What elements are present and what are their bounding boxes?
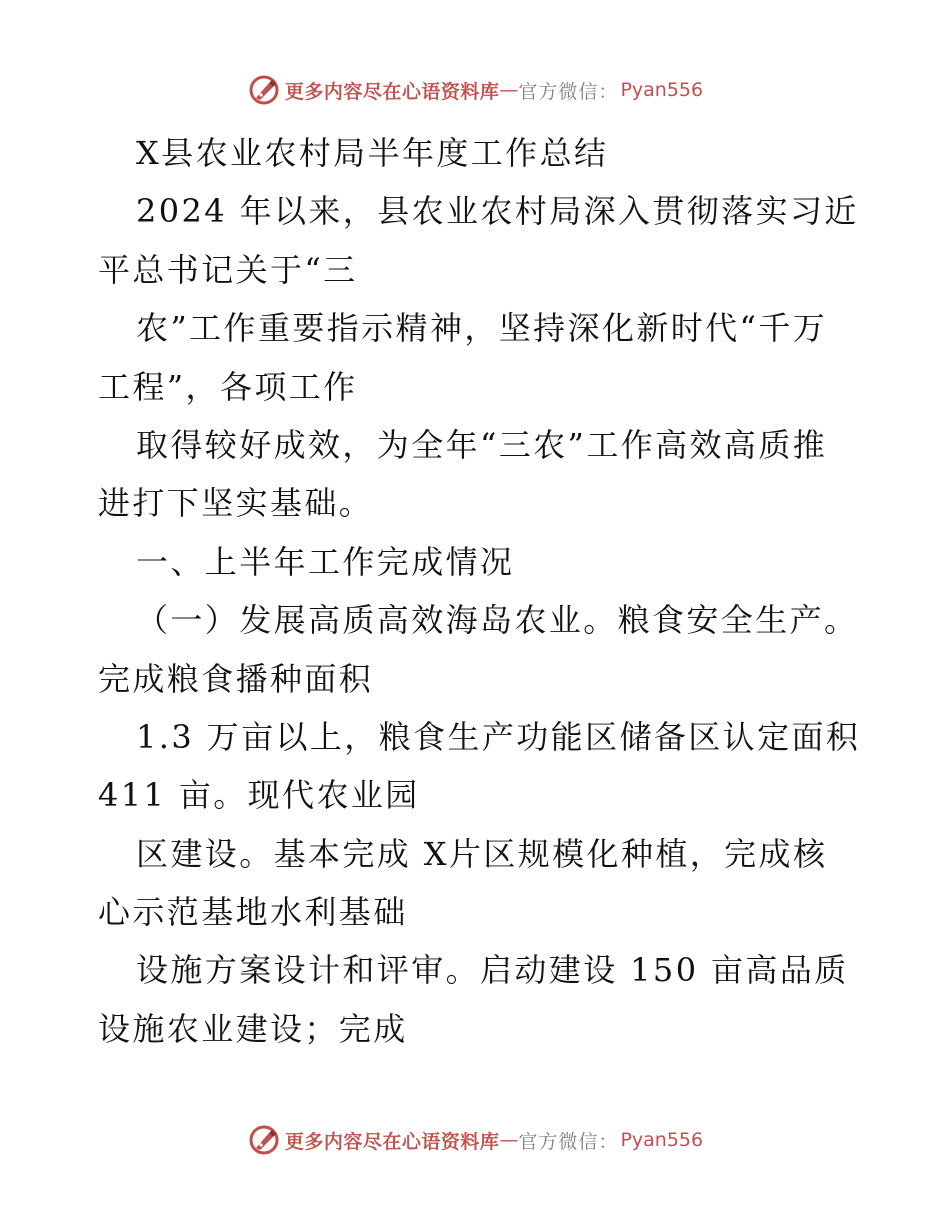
- pen-nib-circle-icon: [247, 73, 281, 107]
- text-line: 进打下坚实基础。: [98, 484, 374, 523]
- text-line: 2024 年以来，县农业农村局深入贯彻落实习近: [136, 192, 859, 231]
- watermark-dash: —: [499, 1129, 519, 1151]
- text-line: 平总书记关于“三: [98, 250, 358, 289]
- text-line: 设施农业建设；完成: [98, 1009, 408, 1048]
- text-line: 设施方案设计和评审。启动建设 150 亩高品质: [136, 951, 849, 990]
- text-line: 取得较好成效，为全年“三农”工作高效高质推: [136, 425, 828, 464]
- document-title: X县农业农村局半年度工作总结: [136, 134, 609, 172]
- footer-watermark: [0, 1120, 950, 1160]
- text-line: 区建设。基本完成 X片区规模化种植，完成核: [136, 834, 828, 873]
- watermark-label: 官方微信：: [518, 1130, 619, 1153]
- document-body: [98, 124, 861, 1058]
- watermark-dash: —: [499, 79, 519, 101]
- header-watermark: [0, 70, 950, 110]
- text-line: 农”工作重要指示精神，坚持深化新时代“千万: [136, 309, 828, 348]
- text-line: 完成粮食播种面积: [98, 659, 374, 698]
- watermark-wechat-id: Pyan556: [620, 79, 704, 101]
- text-line: 心示范基地水利基础: [98, 893, 408, 932]
- watermark-main-text: 更多内容尽在心语资料库: [284, 80, 500, 103]
- watermark-label: 官方微信：: [518, 80, 619, 103]
- text-line: 411 亩。现代农业园: [98, 776, 420, 815]
- pen-nib-circle-icon: [247, 1123, 281, 1157]
- text-line: （一）发展高质高效海岛农业。粮食安全生产。: [136, 601, 859, 640]
- watermark-main-text: 更多内容尽在心语资料库: [284, 1130, 500, 1153]
- text-line: 一、上半年工作完成情况: [136, 542, 515, 581]
- watermark-wechat-id: Pyan556: [620, 1129, 704, 1151]
- text-line: 工程”，各项工作: [98, 367, 358, 406]
- text-line: 1.3 万亩以上，粮食生产功能区储备区认定面积: [136, 717, 861, 756]
